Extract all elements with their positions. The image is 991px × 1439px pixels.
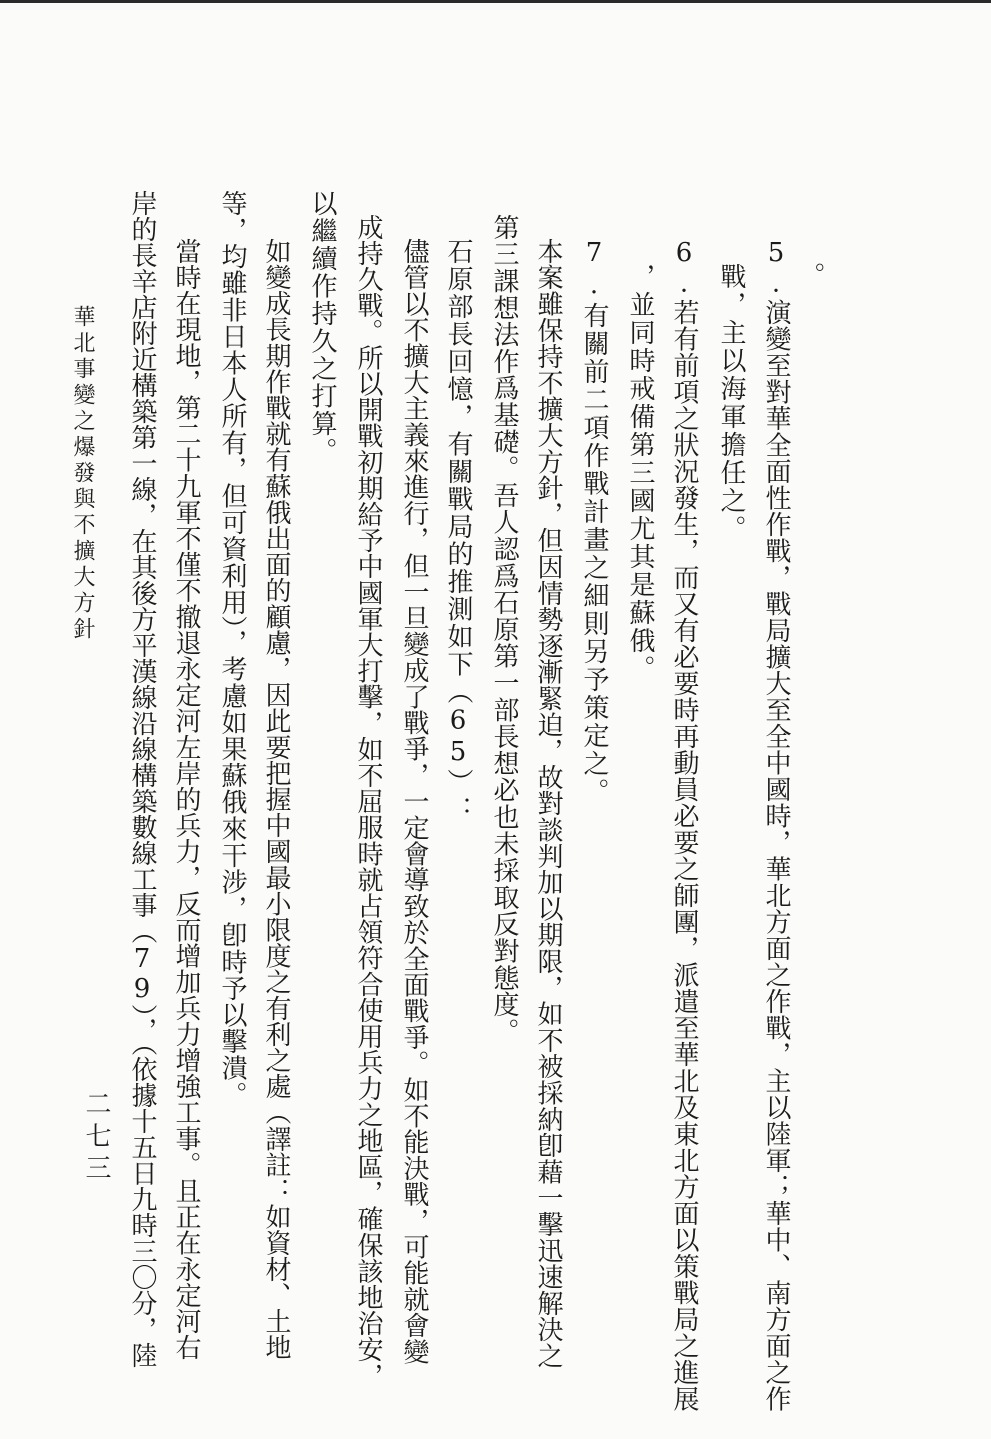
text-column-12: 以繼續作持久之打算。 bbox=[307, 190, 337, 465]
text-column-16: 岸的長辛店附近構築第一線，在其後方平漢線沿線構築數線工事（79），（依據十五日九時三〇分，陸 bbox=[127, 190, 157, 1368]
page-number: 二七三 bbox=[81, 1090, 111, 1186]
running-footer-title: 華北事變之爆發與不擴大方針 bbox=[70, 305, 95, 643]
top-border-line bbox=[0, 0, 991, 3]
text-column-7: 本案雖保持不擴大方針，但因情勢逐漸緊迫，故對談判加以期限，如不被採納卽藉一擊迅速解決之 bbox=[533, 238, 563, 1369]
text-column-13: 如變成長期作戰就有蘇俄出面的顧慮，因此要把握中國最小限度之有利之處（譯註：如資材、土地 bbox=[261, 238, 291, 1361]
text-column-9: 石原部長回憶，有關戰局的推測如下（65）： bbox=[443, 238, 473, 824]
text-column-8: 第三課想法作爲基礎。吾人認爲石原第一部長想必也未採取反對態度。 bbox=[489, 214, 519, 1045]
text-column-11: 成持久戰。所以開戰初期給予中國軍大打擊，如不屈服時就占領符合使用兵力之地區，確保該地治安， bbox=[353, 214, 383, 1389]
text-column-4: 6.若有前項之狀況發生，而又有必要時再動員必要之師團，派遣至華北及東北方面以策戰局之進展 bbox=[669, 238, 699, 1412]
text-column-1: 。 bbox=[795, 262, 825, 290]
text-column-3: 戰，主以海軍擔任之。 bbox=[716, 263, 746, 543]
text-column-15: 當時在現地，第二十九軍不僅不撤退永定河左岸的兵力，反而增加兵力增強工事。且正在永定河右 bbox=[171, 238, 201, 1361]
text-column-10: 儘管以不擴大主義來進行，但一旦變成了戰爭，一定會導致於全面戰爭。如不能決戰，可能就會變 bbox=[399, 238, 429, 1365]
text-column-14: 等，均雖非日本人所有，但可資利用），考慮如果蘇俄來干涉，卽時予以擊潰。 bbox=[217, 190, 247, 1108]
text-column-2: 5.演變至對華全面性作戰，戰局擴大至全中國時，華北方面之作戰，主以陸軍；華中、南方面之作 bbox=[761, 238, 791, 1412]
text-column-6: 7.有關前二項作戰計畫之細則另予策定之。 bbox=[579, 238, 609, 806]
text-column-5: ，並同時戒備第三國尤其是蘇俄。 bbox=[625, 263, 655, 683]
